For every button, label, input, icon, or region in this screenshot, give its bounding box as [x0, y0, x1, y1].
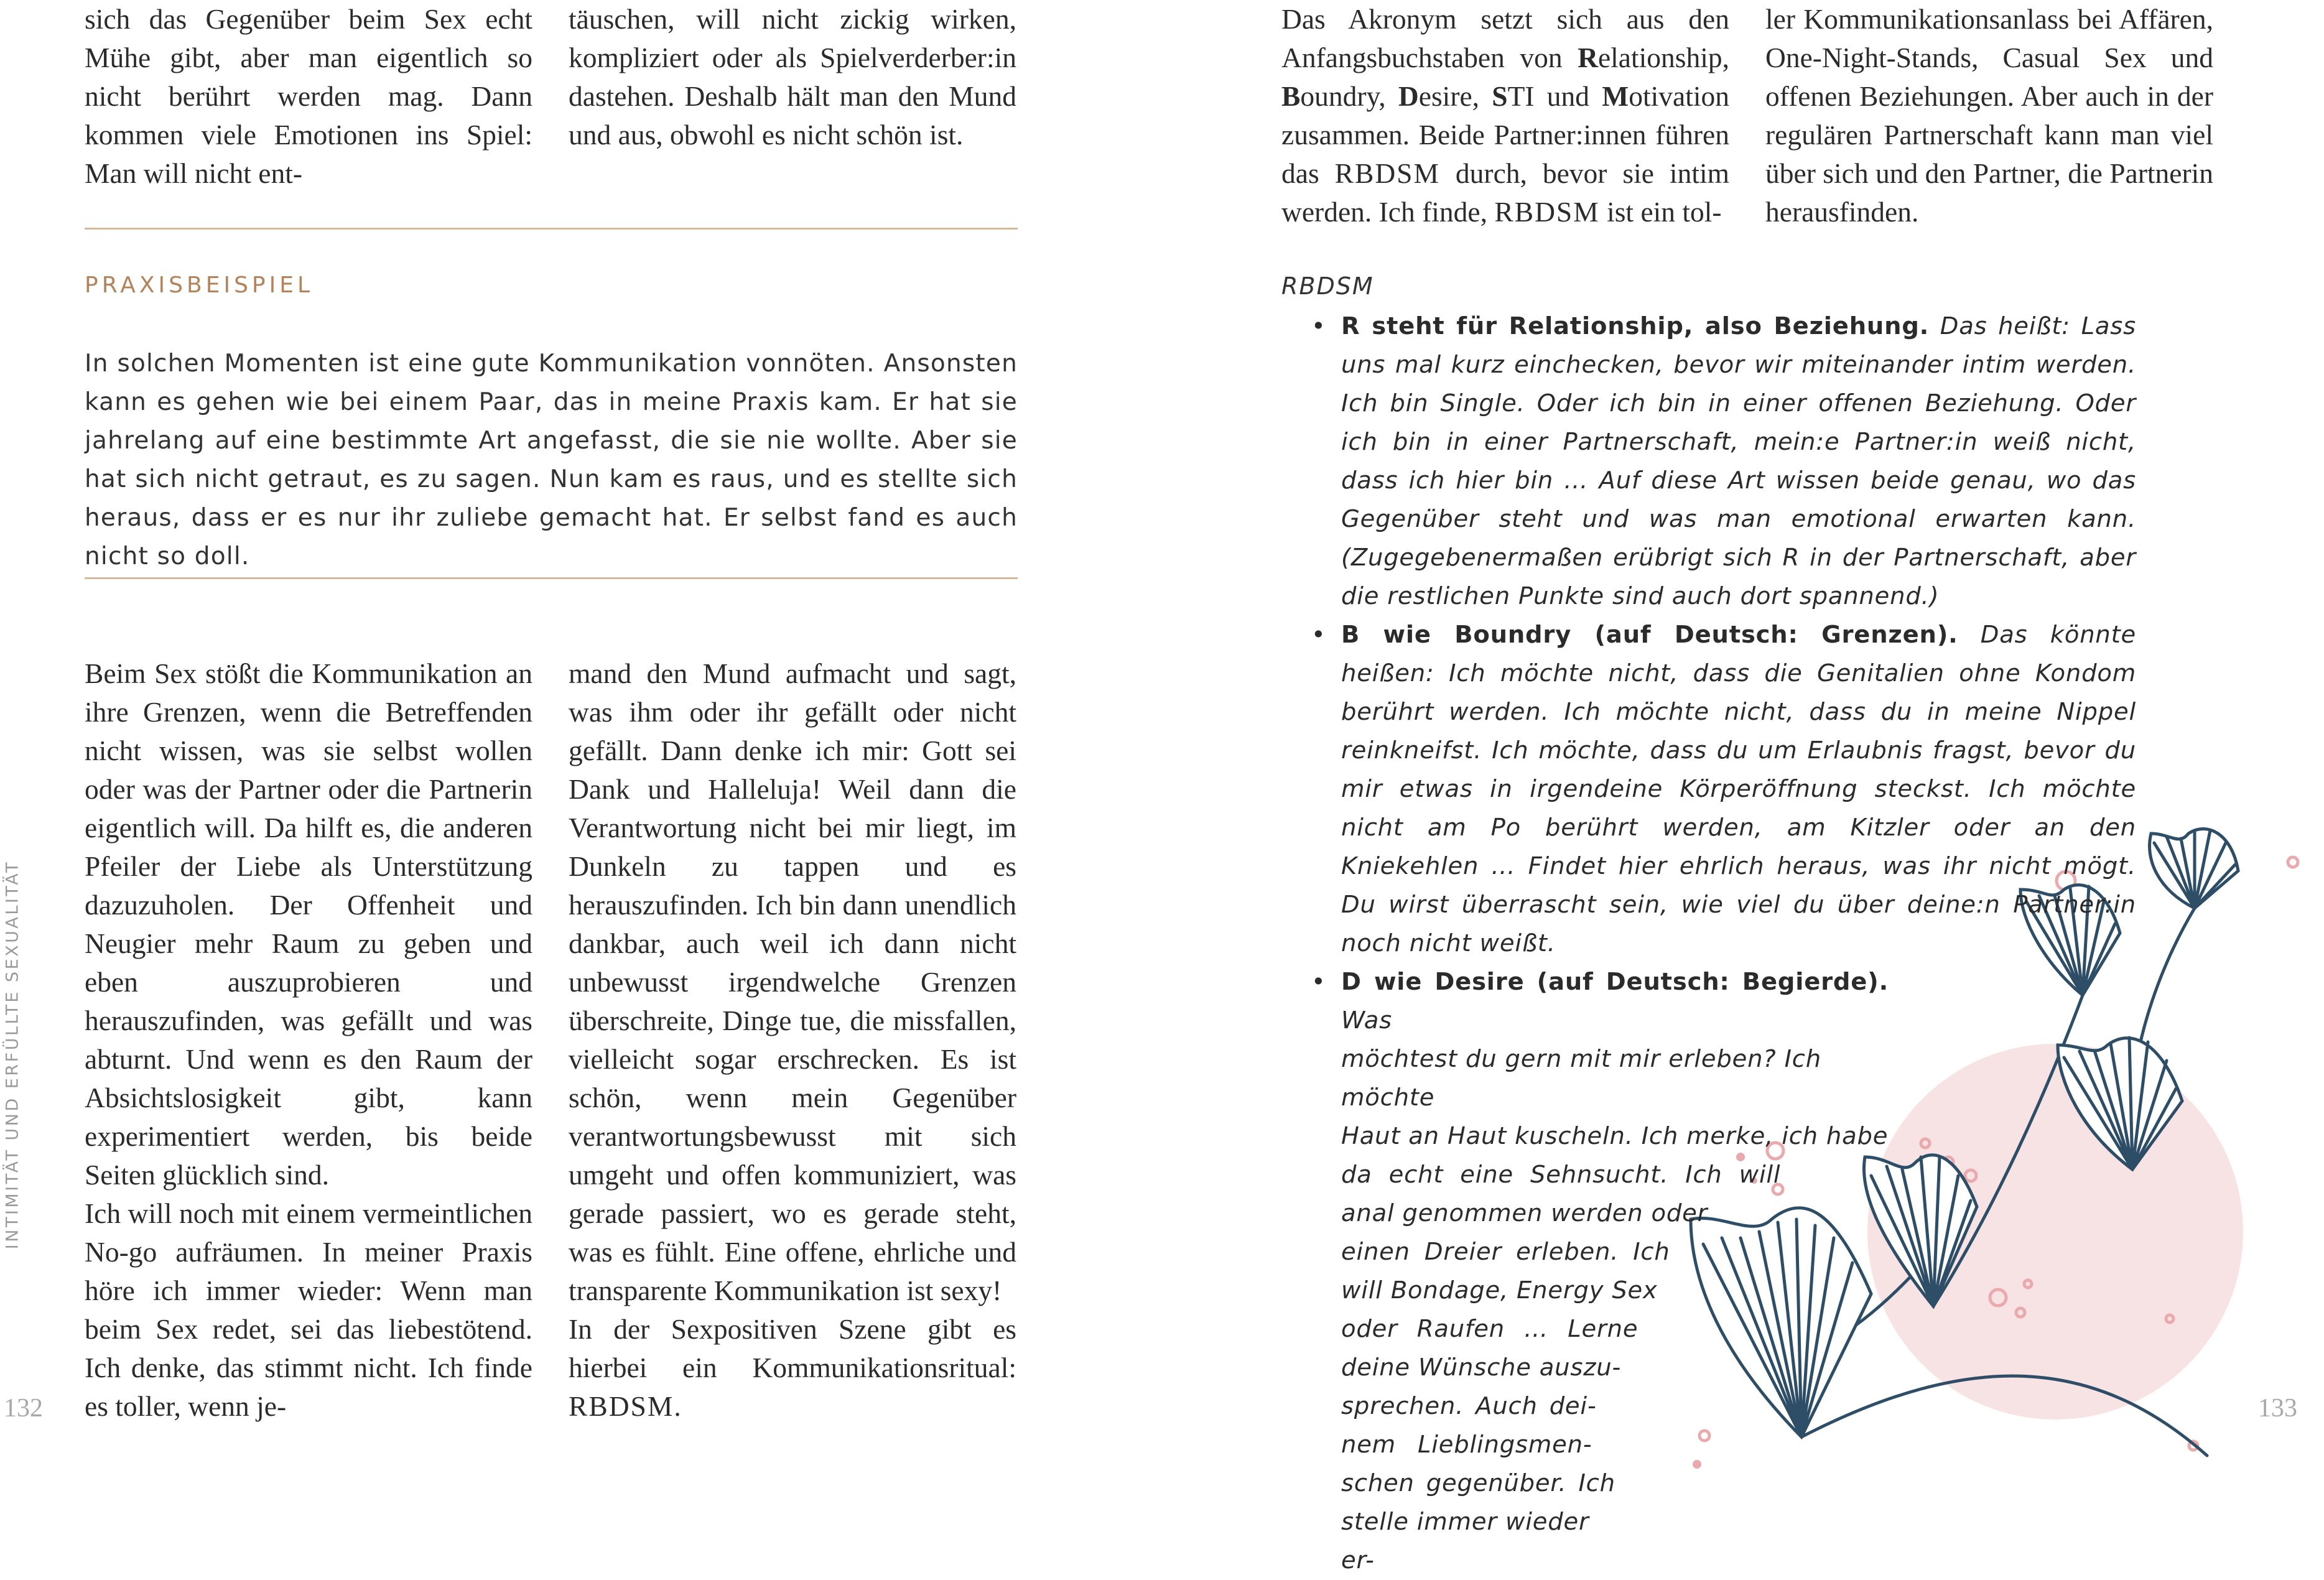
page-number-right: 133 — [2258, 1394, 2297, 1423]
list-item: • R steht für Relationship, also Beziehung. Das heißt: Lass uns mal kurz einchecken, bevor wir miteinander intim werden. Ich bin Single. Oder ich bin in einer offenen Beziehung. Oder ich bin in einer Partnerschaft, mein:e Partner:in weiß nicht, dass ich hier bin … Auf diese Art wissen beide genau, wo das Gegenüber steht und was man emotional erwarten kann. (Zugegebenermaßen erübrigt sich R in der Partnerschaft, aber die restlichen Punkte sind auch dort spannend.) — [1316, 307, 2136, 616]
paragraph: Das Akronym setzt sich aus den Anfangsbuchstaben von Relationship, Boundry, Desire, STI und Motivation zusammen. Beide Partner:innen führen das RBDSM durch, bevor sie intim werden. Ich finde, RBDSM ist ein tol- — [1281, 3, 1729, 228]
list-item: • D wie Desire (auf Deutsch: Begierde). Was möchtest du gern mit mir erleben? Ich möchte Haut an Haut kuscheln. Ich merke, ich habe da echt eine Sehnsucht. Ich will anal genommen werden oder einen Dreier erleben. Ich will Bondage, Energy Sex oder Raufen … Lerne deine Wünsche auszu- sprechen. Auch dei- nem Lieblingsmen- schen gegenüber. Ich stelle immer wieder er- — [1316, 963, 2136, 1580]
paragraph: Beim Sex stößt die Kommunikation an ihre Grenzen, wenn die Betreffenden nicht wissen, was sie selbst wollen oder was der Partner oder die Partnerin eigentlich will. Da hilft es, die anderen Pfeiler der Liebe als Unterstützung dazuzuholen. Der Offenheit und Neugier mehr Raum zu geben und eben auszuprobieren und herauszufinden, was gefällt und was abturnt. Und wenn es den Raum der Absichtslosigkeit gibt, kann experimentiert werden, bis beide Seiten glücklich sind. — [85, 658, 532, 1191]
rbdsm-list — [1311, 307, 2136, 1580]
left-top-column-1 — [85, 0, 532, 193]
rbdsm-heading: RBDSM — [1281, 272, 1374, 300]
left-bottom-column-1 — [85, 654, 532, 1426]
left-page — [0, 0, 1162, 1533]
box-top-rule — [85, 228, 1018, 230]
running-header: INTIMITÄT UND ERFÜLLTE SEXUALITÄT — [2, 860, 22, 1250]
right-top-column-2 — [1765, 0, 2213, 231]
paragraph: Ich will noch mit einem vermeintlichen No-go aufräumen. In meiner Praxis höre ich immer wieder: Wenn man beim Sex redet, sei das liebestötend. Ich denke, das stimmt nicht. Ich finde es toller, wenn je- — [85, 1197, 532, 1422]
paragraph: In der Sexpositiven Szene gibt es hierbei ein Kommunikationsritual: RBDSM. — [569, 1313, 1016, 1422]
page-number-left: 132 — [4, 1394, 43, 1423]
bullet: • — [1311, 312, 1326, 340]
right-top-column-1 — [1281, 0, 1729, 231]
paragraph: mand den Mund aufmacht und sagt, was ihm oder ihr gefällt oder nicht gefällt. Dann denke ich mir: Gott sei Dank und Halleluja! Weil dann die Verantwortung nicht bei mir liegt, im Dunkeln zu tappen und es herauszufinden. Ich bin dann unendlich dankbar, auch weil ich dann nicht unbewusst irgendwelche Grenzen überschreite, Dinge tue, die missfallen, vielleicht sogar erschrecken. Es ist schön, wenn mein Gegenüber verantwortungsbewusst mit sich umgeht und offen kommuniziert, was gerade passiert, wo es gerade steht, was es fühlt. Eine offene, ehrliche und transparente Kommunikation ist sexy! — [569, 658, 1016, 1306]
paragraph: sich das Gegenüber beim Sex echt Mühe gibt, aber man eigentlich so nicht berührt werden mag. Dann kommen viele Emotionen ins Spiel: Man will nicht ent- — [85, 3, 532, 189]
bullet: • — [1311, 621, 1326, 649]
bullet: • — [1311, 968, 1326, 996]
paragraph: täuschen, will nicht zickig wirken, kompliziert oder als Spielverderber:in dastehen. Deshalb hält man den Mund und aus, obwohl es nicht schön ist. — [569, 3, 1016, 151]
left-top-column-2 — [569, 0, 1016, 154]
right-page — [1162, 0, 2324, 1574]
list-item: • B wie Boundry (auf Deutsch: Grenzen). Das könnte heißen: Ich möchte nicht, dass die Genitalien ohne Kondom berührt werden. Ich möchte nicht, dass du in meine Nippel reinkneifst. Ich möchte, dass du um Erlaubnis fragst, bevor du mir etwas in irgendeine Körperöffnung steckst. Ich möchte nicht am Po berührt werden, am Kitzler oder an den Kniekehlen … Findet hier ehrlich heraus, was ihr nicht mögt. Du wirst überrascht sein, wie viel du über deine:n Partner:in noch nicht weißt. — [1316, 616, 2136, 963]
praxisbeispiel-label: PRAXISBEISPIEL — [85, 272, 314, 298]
praxisbeispiel-text: In solchen Momenten ist eine gute Kommunikation vonnöten. Ansonsten kann es gehen wie bei einem Paar, das in meine Praxis kam. Er hat sie jahrelang auf eine bestimmte Art angefasst, die sie nie wollte. Aber sie hat sich nicht getraut, es zu sagen. Nun kam es raus, und es stellte sich heraus, dass er es nur ihr zuliebe gemacht hat. Er selbst fand es auch nicht so doll. — [85, 350, 1018, 570]
left-bottom-column-2 — [569, 654, 1016, 1426]
box-bottom-rule — [85, 577, 1018, 579]
paragraph: ler Kommunikationsanlass bei Affären, One-Night-Stands, Casual Sex und offenen Beziehungen. Aber auch in der regulären Partnerschaft kann man viel über sich und den Partner, die Partnerin herausfinden. — [1765, 3, 2213, 228]
